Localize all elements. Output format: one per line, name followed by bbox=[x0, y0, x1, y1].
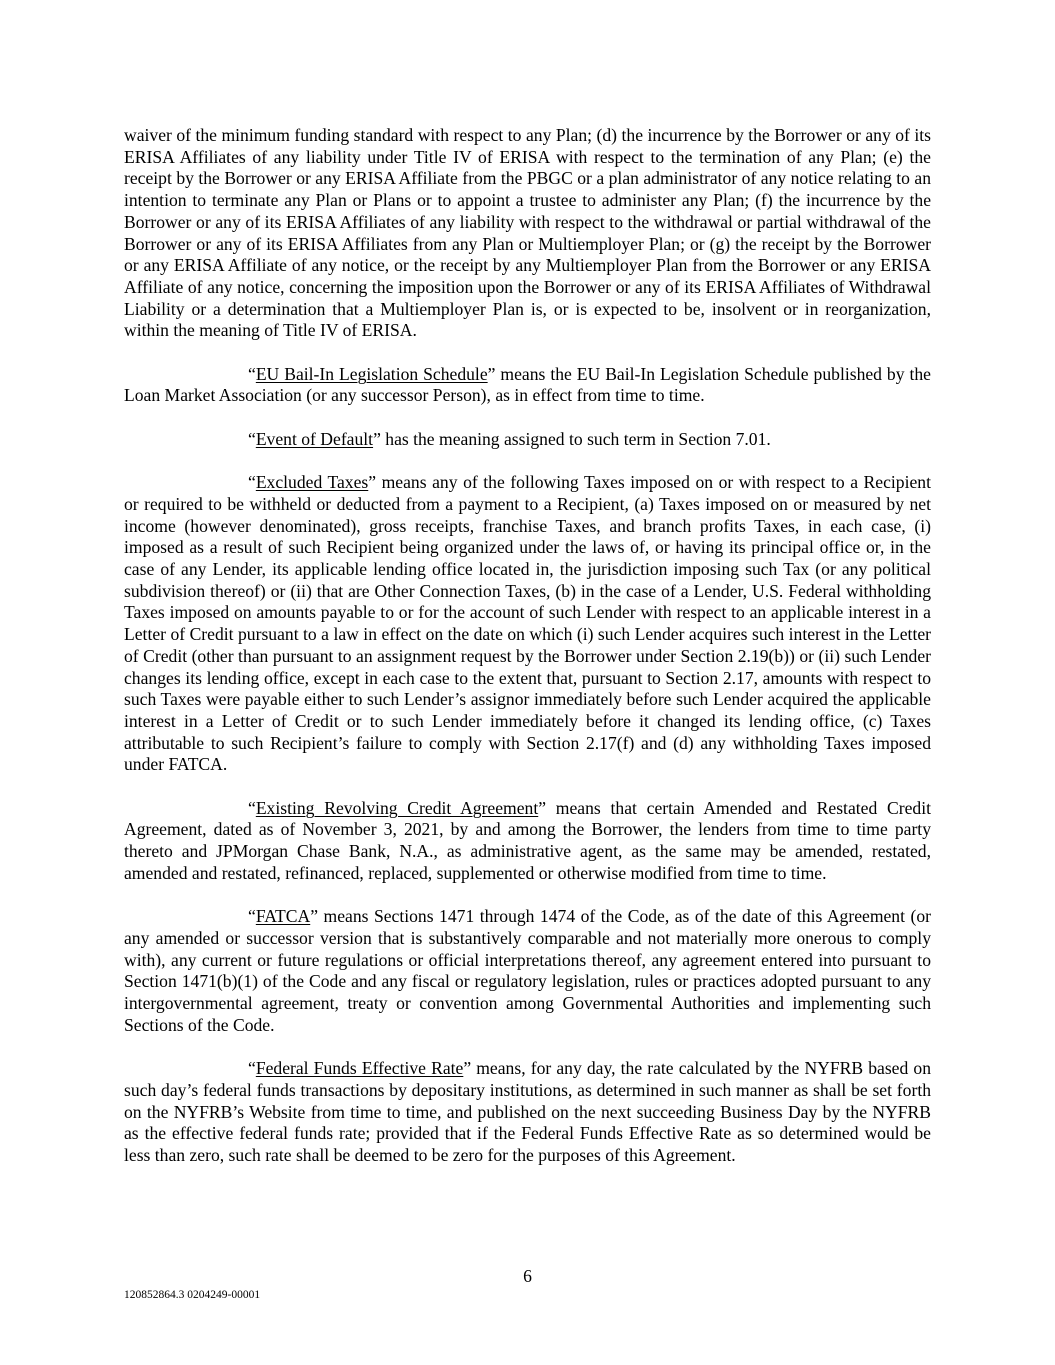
definition-existing-revolving-credit-agreement bbox=[124, 798, 931, 885]
open-quote: “ bbox=[248, 906, 256, 927]
definition-text: ” means any of the following Taxes imposed on or with respect to a Recipient or required to be withheld or deducted from a payment to a Recipient, (a) Taxes imposed on or measured by net income (however denominated), gross receipts, franchise Taxes, and branch profits Taxes, in each case, (i) imposed as a result of such Recipient being organized under the laws of, or having its principal office or, in the case of any Lender, its applicable lending office located in, the jurisdiction imposing such Tax (or any political subdivision thereof) or (ii) that are Other Connection Taxes, (b) in the case of a Lender, U.S. Federal withholding Taxes imposed on amounts payable to or for the account of such Lender with respect to an applicable interest in a Letter of Credit pursuant to a law in effect on the date on which (i) such Lender acquires such interest in the Letter of Credit (other than pursuant to an assignment request by the Borrower under Section 2.19(b)) or (ii) such Lender changes its lending office, except in each case to the extent that, pursuant to Section 2.17, amounts with respect to such Taxes were payable either to such Lender’s assignor immediately before such Lender acquired the applicable interest in a Letter of Credit or to such Lender immediately before it changed its lending office, (c) Taxes attributable to such Recipient’s failure to comply with Section 2.17(f) and (d) any withholding Taxes imposed under FATCA. bbox=[124, 472, 931, 775]
defined-term: Existing Revolving Credit Agreement bbox=[255, 797, 539, 818]
definition-text: ” means Sections 1471 through 1474 of the Code, as of the date of this Agreement (or any amended or successor version that is substantively comparable and not materially more onerous to comply with), any current or future regulations or official interpretations thereof, any agreement entered into pursuant to Section 1471(b)(1) of the Code and any fiscal or regulatory legislation, rules or practices adopted pursuant to any intergovernmental agreement, treaty or convention among Governmental Authorities and implementing such Sections of the Code. bbox=[124, 906, 931, 1035]
open-quote: “ bbox=[248, 472, 256, 493]
definition-text: ” has the meaning assigned to such term in Section 7.01. bbox=[373, 428, 771, 449]
definition-federal-funds-effective-rate bbox=[124, 1058, 931, 1167]
definition-text: ” means, for any day, the rate calculated by the NYFRB based on such day’s federal funds transactions by depositary institutions, as determined in such manner as shall be set forth on the NYFRB’s Website from time to time, and published on the next succeeding Business Day by the NYFRB as the effective federal funds rate; provided that if the Federal Funds Effective Rate as so determined would be less than zero, such rate shall be deemed to be zero for the purposes of this Agreement. bbox=[124, 1058, 931, 1165]
document-id: 120852864.3 0204249-00001 bbox=[124, 1289, 261, 1301]
definition-event-of-default bbox=[124, 429, 931, 451]
defined-term: Excluded Taxes bbox=[255, 472, 369, 493]
definition-text: ” means the EU Bail-In Legislation Schedule published by the Loan Market Association (or any successor Person), as in effect from time to time. bbox=[124, 363, 931, 406]
open-quote: “ bbox=[248, 797, 256, 818]
defined-term: Federal Funds Effective Rate bbox=[255, 1058, 464, 1079]
open-quote: “ bbox=[248, 428, 256, 449]
defined-term: EU Bail-In Legislation Schedule bbox=[255, 363, 488, 384]
open-quote: “ bbox=[248, 363, 256, 384]
document-body bbox=[124, 125, 931, 1188]
defined-term: Event of Default bbox=[255, 428, 374, 449]
definition-text: ” means that certain Amended and Restated Credit Agreement, dated as of November 3, 2021, by and among the Borrower, the lenders from time to time party thereto and JPMorgan Chase Bank, N.A., as administrative agent, as the same may be amended, restated, amended and restated, refinanced, replaced, supplemented or otherwise modified from time to time. bbox=[124, 797, 931, 883]
definition-excluded-taxes bbox=[124, 472, 931, 776]
open-quote: “ bbox=[248, 1058, 256, 1079]
defined-term: FATCA bbox=[255, 906, 311, 927]
definition-eu-bail-in-legislation-schedule bbox=[124, 364, 931, 407]
page-number: 6 bbox=[523, 1266, 532, 1286]
continuation-paragraph: waiver of the minimum funding standard with respect to any Plan; (d) the incurrence by the Borrower or any of its ERISA Affiliates of any liability under Title IV of ERISA with respect to the termination of any Plan; (e) the receipt by the Borrower or any ERISA Affiliate from the PBGC or a plan administrator of any notice relating to an intention to terminate any Plan or Plans or to appoint a trustee to administer any Plan; (f) the incurrence by the Borrower or any of its ERISA Affiliates of any liability with respect to the withdrawal or partial withdrawal of the Borrower or any of its ERISA Affiliates from any Plan or Multiemployer Plan; or (g) the receipt by the Borrower or any ERISA Affiliate of any notice, or the receipt by any Multiemployer Plan from the Borrower or any ERISA Affiliate of any notice, concerning the imposition upon the Borrower or any of its ERISA Affiliates of Withdrawal Liability or a determination that a Multiemployer Plan is, or is expected to be, insolvent or in reorganization, within the meaning of Title IV of ERISA. bbox=[124, 125, 931, 341]
definition-fatca bbox=[124, 906, 931, 1036]
